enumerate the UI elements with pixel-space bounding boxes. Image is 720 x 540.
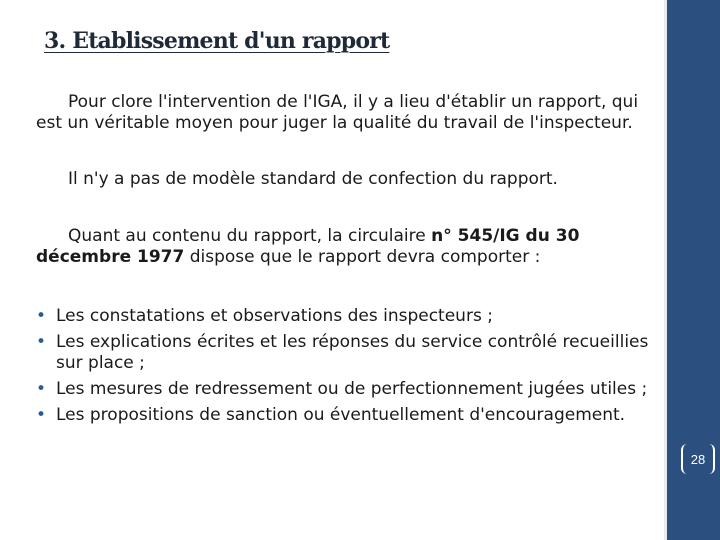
bullet-list [36, 306, 662, 431]
bullet-icon: • [36, 405, 47, 425]
list-item [36, 379, 662, 400]
circular-reference: n° 545/IG du 30 décembre 1977 [36, 226, 580, 267]
paragraph-3-intro: Quant au contenu du rapport, la circulaire [68, 226, 432, 246]
bullet-icon: • [36, 306, 47, 326]
bullet-icon: • [36, 332, 47, 352]
list-item [36, 405, 662, 426]
list-item-text: Les constatations et observations des inspecteurs ; [56, 306, 493, 326]
paragraph-1-text: Pour clore l'intervention de l'IGA, il y a lieu d'établir un rapport, qui est un véritable moyen pour juger la qualité du travail de l'inspecteur. [36, 92, 639, 133]
list-item-text: Les explications écrites et les réponses du service contrôlé recueillies sur place ; [56, 332, 649, 373]
paragraph-1 [36, 92, 656, 134]
page-number: 28 [681, 444, 715, 474]
paragraph-3 [36, 226, 656, 268]
list-item [36, 332, 662, 374]
paragraph-3-rest: dispose que le rapport devra comporter : [184, 247, 541, 267]
bullet-icon: • [36, 379, 47, 399]
list-item [36, 306, 662, 327]
paragraph-2 [36, 169, 656, 190]
paragraph-2-text: Il n'y a pas de modèle standard de confection du rapport. [68, 169, 558, 189]
slide-title: 3. Etablissement d'un rapport [44, 28, 390, 54]
list-item-text: Les mesures de redressement ou de perfectionnement jugées utiles ; [56, 379, 648, 399]
list-item-text: Les propositions de sanction ou éventuellement d'encouragement. [56, 405, 626, 425]
